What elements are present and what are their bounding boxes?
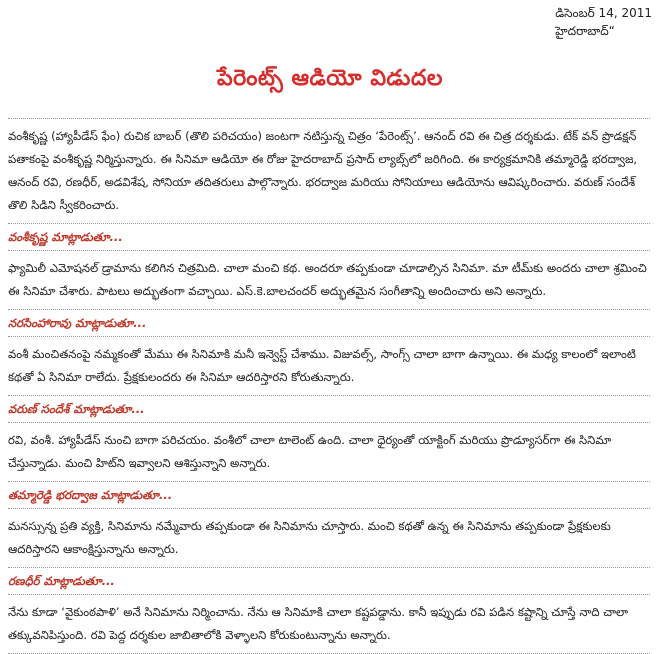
- intro-paragraph: వంశీకృష్ణ (హ్యాపీడేస్ ఫేం) రుచిక బాబర్ (తొలి పరిచయం) జంటగా నటిస్తున్న చిత్రం ‘పేరెంట్స్’. ఆనంద్ రవి ఈ చిత్ర దర్శకుడు. టేక్ వన్ ప్రొడక్షన్ పతాకంపై వంశీకృష్ణ నిర్మిస్తున్నారు. ఈ సినిమా ఆడియో ఈ రోజు హైదరాబాద్ ప్రసాద్ ల్యాబ్స్‌లో జరిగింది. ఈ కార్యక్రమానికి తమ్మారెడ్డి భరద్వాజ, ఆనంద్ రవి, రణధీర్, అడవిశేష, సోనియా తదితరులు పాల్గొన్నారు. భరద్వాజ మరియు సోనియాలు ఆడియోను ఆవిష్కరించారు. వరుణ్ సందేశ్ తొలి సిడిని స్వీకరించారు.: [8, 119, 650, 224]
- speaker-heading-varun-sandesh: వరుణ్ సందేశ్ మాట్లాడుతూ...: [8, 396, 650, 423]
- speaker-heading-randhir: రణధీర్ మాట్లాడుతూ...: [8, 568, 650, 595]
- speaker-heading-bharadwaja: తమ్మారెడ్డి భరద్వాజ మాట్లాడుతూ...: [8, 482, 650, 509]
- speaker-heading-vamsikrishna: వంశీకృష్ణ మాట్లాడుతూ...: [8, 224, 650, 251]
- article-title: పేరెంట్స్ ఆడియో విడుదల: [217, 66, 443, 91]
- quote-paragraph-narasimharao: వంశీ మంచితనంపై నమ్మకంతో మేము ఈ సినిమాకి మనీ ఇన్వెస్ట్ చేశాము. విజువల్స్, సాంగ్స్ చాలా బాగా ఉన్నాయి. ఈ మధ్య కాలంలో ఇలాంటి కథతో ఏ సినిమా రాలేదు. ప్రేక్షకులందరు ఈ సినిమా ఆదరిస్తారని కోరుతున్నారు.: [8, 337, 650, 396]
- place-text: హైదరాబాద్“: [555, 24, 615, 38]
- dateline: [555, 4, 652, 40]
- speaker-heading-narasimharao: నరసింహారావు మాట్లాడుతూ...: [8, 310, 650, 337]
- quote-paragraph-bharadwaja: మనస్సున్న ప్రతి వ్యక్తి, సినిమాను నమ్మేవారు తప్పకుండా ఈ సినిమాను చూస్తారు. మంచి కథతో ఉన్న ఈ సినిమాను తప్పకుండా ప్రేక్షకులకు ఆదరిస్తారని ఆకాంక్షిస్తున్నాను అన్నారు.: [8, 509, 650, 568]
- article-body: [8, 118, 650, 654]
- quote-paragraph-randhir: నేను కూడా ‘వైకుంఠపాళి’ అనే సినిమాను నిర్మించాను. నేను ఆ సినిమాకి చాలా కష్టపడ్డాను. కానీ ఇప్పుడు రవి పడిన కష్టాన్ని చూస్తే నాది చాలా తక్కువనిపిస్తుంది. రవి పెద్ద దర్శకుల జాబితాలోకి వెళ్ళాలని కోరుకుంటున్నాను అన్నారు.: [8, 595, 650, 654]
- quote-paragraph-varun-sandesh: రవి, వంశీ. హ్యాపీడేస్ నుంచి బాగా పరిచయం. వంశీలో చాలా టాలెంట్ ఉంది. చాలా ధైర్యంతో యాక్టింగ్ మరియు ప్రొడ్యూసర్‌గా ఈ సినిమా చేస్తున్నాడు. మంచి హిట్‌ని ఇవ్వాలని ఆశిస్తున్నాని అన్నారు.: [8, 423, 650, 482]
- date-text: డిసెంబర్ 14, 2011: [555, 6, 652, 20]
- quote-paragraph-vamsikrishna: ఫ్యామిలీ ఎమోషనల్ డ్రామాను కలిగిన చిత్రమిది. చాలా మంచి కథ. అందరూ తప్పకుండా చూడాల్సిన సినిమా. మా టీమ్‌కు అందరు చాలా శ్రమించి ఈ సినిమా చేశారు. పాటలు అద్భుతంగా వచ్చాయి. ఎస్.కె.బాలచందర్ అద్భుతమైన సంగీతాన్ని అందించారు అని అన్నారు.: [8, 251, 650, 310]
